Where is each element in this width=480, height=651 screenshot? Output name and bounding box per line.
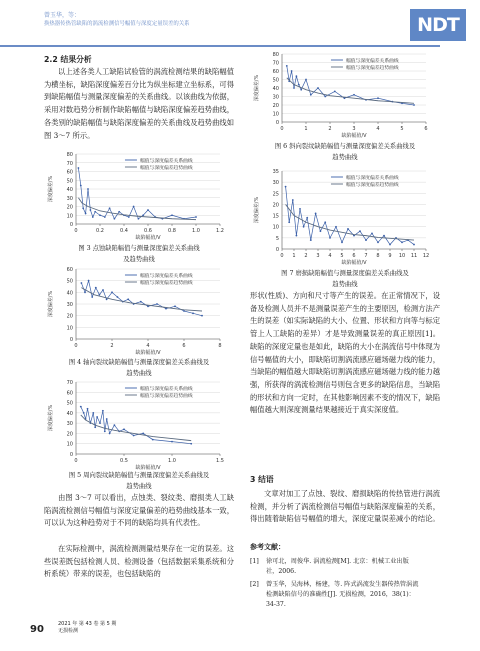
x-tick-label: 12 — [422, 253, 430, 259]
reference-line: 检测缺陷信号的准确性[J]. 无损检测，2016，38(1)： — [266, 591, 415, 598]
data-point — [292, 199, 294, 201]
data-point — [99, 422, 101, 424]
data-point — [389, 244, 391, 246]
data-point — [320, 230, 322, 232]
data-point — [296, 75, 298, 77]
y-tick-label: 30 — [66, 421, 73, 428]
footer-issue-info — [58, 621, 116, 635]
data-point — [83, 412, 85, 414]
data-point — [174, 305, 176, 307]
x-tick-label: 3 — [316, 253, 320, 259]
series-line-relation — [81, 407, 191, 444]
data-point — [96, 416, 98, 418]
y-tick-label: 40 — [272, 86, 279, 92]
data-point — [104, 216, 106, 218]
reference-line: 34-37. — [266, 601, 286, 608]
data-point — [85, 213, 87, 215]
data-point — [288, 221, 290, 223]
data-point — [347, 228, 349, 230]
series-line-trend — [286, 204, 414, 240]
data-point — [156, 303, 158, 305]
series-line-trend — [287, 78, 414, 104]
x-tick-label: 2 — [110, 343, 114, 349]
reference-list — [250, 557, 440, 610]
data-point — [324, 221, 326, 223]
x-tick-label: 0.6 — [144, 228, 152, 234]
data-point — [133, 206, 135, 208]
data-point — [84, 291, 86, 293]
x-tick-label: 8 — [376, 253, 380, 259]
series-line-trend — [81, 288, 202, 311]
legend-label: 幅值与深度偏差趋势曲线 — [139, 280, 193, 286]
data-point — [91, 296, 93, 298]
y-tick-label: 15 — [272, 213, 279, 220]
y-tick-label: 70 — [66, 160, 73, 167]
x-tick-label: 6 — [424, 126, 428, 132]
figure-7-caption-line-1: 图 7 磨损缺陷幅值与测量深度偏差关系曲线及 — [281, 270, 409, 277]
data-point — [95, 287, 97, 289]
figure-4-caption — [44, 357, 234, 379]
data-point — [365, 239, 367, 241]
section-heading-2-2: 2.2 结果分析 — [44, 55, 92, 64]
y-tick-label: 0 — [69, 452, 73, 458]
y-tick-label: 0 — [275, 247, 279, 253]
figure-7-caption-line-2: 趋势曲线 — [332, 281, 358, 288]
data-point — [377, 97, 379, 99]
y-tick-label: 40 — [66, 410, 73, 417]
legend-label: 幅值与深度偏差趋势曲线 — [139, 165, 193, 171]
x-axis-label: 缺陷幅值/V — [341, 260, 367, 265]
footer-journal: 无损检测 — [58, 628, 79, 634]
data-point — [80, 185, 82, 187]
data-point — [80, 406, 82, 408]
y-tick-label: 20 — [66, 204, 73, 211]
x-axis-label: 缺陷幅值/V — [341, 133, 367, 138]
y-tick-label: 50 — [66, 400, 73, 407]
data-point — [413, 244, 415, 246]
y-tick-label: 10 — [272, 224, 279, 231]
legend-label: 幅值与深度偏差关系曲线 — [139, 158, 193, 164]
data-point — [341, 241, 343, 243]
data-point — [118, 211, 120, 213]
data-point — [82, 207, 84, 209]
y-axis-label: 深度偏差/% — [254, 196, 260, 224]
data-point — [335, 226, 337, 228]
legend-label: 幅值与深度偏差趋势曲线 — [139, 393, 193, 399]
section-2-2-paragraph-2: 由图 3～7 可以看出，点蚀类、裂纹类、磨损类人工缺陷涡流检测信号幅值与深度定量偏差的趋势曲线基本一致，可以认为这种趋势对于不同的缺陷均具有代表性。 — [44, 493, 234, 528]
y-axis-label: 深度偏差/% — [254, 74, 260, 102]
x-tick-label: 4 — [328, 253, 332, 259]
data-point — [109, 433, 111, 435]
x-tick-label: 2 — [304, 253, 308, 259]
data-point — [142, 433, 144, 435]
right-column-paragraph: 形状(性质)、方向和尺寸等产生的误差。在正常情况下，设备及检测人员并不是测量误差产生的主要原因，检测方法产生的误差（如实际缺陷的大小、位置、形状和方向等与标定管上人工缺陷的差异）才是导致测量误差的真正原因[1]。缺陷的深度定量也是如此，缺陷的大小在涡流信号中体现为信号幅值的大小，即缺陷切割涡流感应磁场磁力线的能力，当缺陷的幅值越大即缺陷切割涡流感应磁场磁力线的能力越强，所获得的涡流检测信号则包含更多的缺陷信息，当缺陷的形状和方向一定时，在其他影响因素不变的情况下，缺陷幅值越大则深度测量结果越接近于真实深度值。 — [250, 291, 440, 415]
legend-label: 幅值与深度偏差关系曲线 — [139, 273, 193, 279]
y-tick-label: 30 — [272, 180, 279, 187]
figure-5-caption-line-2: 趋势曲线 — [126, 483, 152, 490]
y-tick-label: 50 — [272, 77, 279, 84]
y-tick-label: 60 — [66, 390, 73, 397]
y-tick-label: 30 — [66, 195, 73, 202]
series-line-trend — [81, 415, 191, 441]
y-tick-label: 35 — [272, 169, 279, 175]
data-point — [94, 426, 96, 428]
y-tick-label: 25 — [272, 191, 279, 198]
data-point — [138, 218, 140, 220]
y-tick-label: 10 — [66, 441, 73, 448]
data-point — [201, 315, 203, 317]
data-point — [371, 233, 373, 235]
data-point — [87, 188, 89, 190]
x-tick-label: 0.4 — [120, 228, 128, 234]
y-tick-label: 80 — [272, 52, 279, 58]
y-tick-label: 60 — [272, 69, 279, 75]
figure-4-caption-line-2: 趋势曲线 — [126, 370, 152, 377]
x-tick-label: 1.5 — [216, 458, 224, 464]
x-axis-label: 缺陷幅值/V — [135, 235, 161, 240]
data-point — [299, 208, 301, 210]
data-point — [306, 217, 308, 219]
y-tick-label: 30 — [272, 94, 279, 101]
x-tick-label: 0 — [280, 126, 284, 132]
x-tick-label: 0 — [74, 343, 78, 349]
figure-3-caption — [44, 243, 234, 265]
data-point — [92, 412, 94, 414]
y-tick-label: 50 — [66, 178, 73, 185]
data-point — [329, 237, 331, 239]
data-point — [99, 214, 101, 216]
data-point — [298, 84, 300, 86]
data-point — [296, 235, 298, 237]
data-point — [90, 209, 92, 211]
data-point — [359, 230, 361, 232]
data-point — [94, 211, 96, 213]
data-point — [133, 435, 135, 437]
x-tick-label: 1 — [292, 253, 296, 259]
data-point — [142, 214, 144, 216]
reference-line: 徐可北，周俊华. 涡流检测[M]. 北京：机械工业出版 — [266, 558, 409, 565]
legend-label: 幅值与深度偏差趋势曲线 — [345, 65, 399, 71]
reference-number: [1] — [250, 558, 259, 565]
reference-line: 社，2006. — [266, 568, 297, 575]
x-tick-label: 0.2 — [96, 228, 104, 234]
y-axis-label: 深度偏差/% — [48, 404, 54, 432]
y-tick-label: 70 — [272, 60, 279, 67]
x-tick-label: 10 — [398, 253, 406, 259]
data-point — [127, 298, 129, 300]
conclusion-paragraph: 文章对加工了点蚀、裂纹、磨损缺陷的传热管进行涡流检测，并分析了涡流检测信号幅值与缺陷深度偏差的关系，得出随着缺陷信号幅值的增大，深度定量误差减小的结论。 — [250, 489, 440, 524]
data-point — [401, 241, 403, 243]
figure-5-caption-line-1: 图 5 周向裂纹缺陷幅值与测量深度偏差关系曲线及 — [68, 472, 210, 479]
data-point — [183, 310, 185, 312]
x-tick-label: 0 — [280, 253, 284, 259]
journal-logo: NDT — [410, 9, 466, 41]
data-point — [114, 218, 116, 220]
data-point — [324, 96, 326, 98]
x-tick-label: 9 — [388, 253, 392, 259]
y-tick-label: 40 — [66, 187, 73, 193]
data-point — [315, 212, 317, 214]
x-tick-label: 5 — [340, 253, 344, 259]
figure-4-caption-line-1: 图 4 轴向裂纹缺陷幅值与测量深度偏差关系曲线及 — [68, 359, 210, 366]
data-point — [106, 418, 108, 420]
data-point — [195, 216, 197, 218]
data-point — [106, 298, 108, 300]
references-heading: 参考文献： — [250, 543, 285, 551]
y-tick-label: 60 — [66, 169, 73, 176]
legend-label: 幅值与深度偏差趋势曲线 — [345, 182, 399, 188]
data-point — [99, 294, 101, 296]
footer-issue: 2021 年 第 43 卷 第 5 期 — [58, 621, 117, 627]
data-point — [305, 79, 307, 81]
page-number: 90 — [30, 624, 44, 635]
legend-label: 幅值与深度偏差关系曲线 — [345, 175, 399, 181]
reference-text — [266, 580, 418, 610]
data-point — [117, 296, 119, 298]
data-point — [102, 289, 104, 291]
figure-7-chart — [250, 167, 440, 265]
data-point — [171, 214, 173, 216]
data-point — [317, 87, 319, 89]
running-header-author: 曾玉华，等： — [44, 12, 81, 19]
y-tick-label: 40 — [66, 290, 73, 297]
x-tick-label: 1.2 — [216, 228, 224, 234]
x-tick-label: 8 — [218, 343, 222, 349]
y-axis-label: 深度偏差/% — [48, 290, 54, 318]
figure-3-chart — [44, 150, 234, 240]
figure-6-chart — [250, 50, 440, 138]
x-tick-label: 6 — [182, 343, 186, 349]
data-point — [377, 241, 379, 243]
data-point — [102, 410, 104, 412]
data-point — [123, 428, 125, 430]
legend-label: 幅值与深度偏差关系曲线 — [345, 58, 399, 64]
x-tick-label: 2 — [328, 126, 332, 132]
data-point — [81, 282, 83, 284]
series-line-relation — [287, 66, 414, 105]
y-tick-label: 10 — [66, 213, 73, 220]
x-tick-label: 7 — [364, 253, 368, 259]
y-tick-label: 20 — [66, 313, 73, 320]
x-tick-label: 0.5 — [120, 458, 128, 464]
y-tick-label: 60 — [66, 267, 73, 273]
series-line-relation — [78, 168, 196, 219]
data-point — [88, 280, 90, 282]
figure-7-caption — [250, 268, 440, 290]
section-2-2-paragraph-3: 在实际检测中，涡流检测测量结果存在一定的误差。这些误差既包括检测人员、检测设备（包括数据采集系统和分析系统）带来的误差，也包括缺陷的 — [44, 544, 234, 579]
data-point — [353, 94, 355, 96]
x-tick-label: 4 — [146, 343, 150, 349]
data-point — [286, 65, 288, 67]
figure-6-caption-line-2: 趋势曲线 — [332, 154, 358, 161]
y-tick-label: 20 — [272, 202, 279, 209]
reference-item — [250, 557, 440, 577]
y-tick-label: 0 — [275, 120, 279, 126]
data-point — [109, 207, 111, 209]
x-tick-label: 5 — [400, 126, 404, 132]
header-rule — [0, 45, 440, 47]
y-tick-label: 10 — [66, 325, 73, 332]
x-tick-label: 0.8 — [168, 228, 176, 234]
data-point — [147, 305, 149, 307]
running-header-title: 换热器传热管缺陷的涡流检测信号幅值与深度定量误差的关系 — [44, 21, 190, 27]
data-point — [104, 430, 106, 432]
x-tick-label: 11 — [410, 253, 418, 259]
data-point — [300, 89, 302, 91]
y-tick-label: 0 — [69, 337, 73, 343]
y-tick-label: 50 — [66, 278, 73, 285]
x-tick-label: 1.0 — [168, 458, 176, 464]
y-tick-label: 20 — [66, 431, 73, 438]
x-axis-label: 缺陷幅值/V — [135, 350, 161, 355]
data-point — [334, 91, 336, 93]
y-axis-label: 深度偏差/% — [48, 175, 54, 203]
y-tick-label: 10 — [272, 111, 279, 118]
y-tick-label: 5 — [275, 235, 279, 242]
figure-4-chart — [44, 265, 234, 355]
section-2-2-paragraph-1: 以上述各类人工缺陷试验管的涡流检测结果的缺陷幅值为横坐标，缺陷深度偏差百分比为纵坐标建立坐标系，可得到缺陷幅值与测量深度偏差的关系曲线。以该曲线为依据，采用对数趋势分析制作缺陷幅值与缺陷深度偏差趋势曲线，各类别的缺陷幅值与缺陷深度偏差的关系曲线及趋势曲线如图 3～7 所示。 — [44, 67, 234, 140]
reference-item — [250, 580, 440, 610]
data-point — [87, 408, 89, 410]
x-tick-label: 6 — [352, 253, 356, 259]
figure-6-caption-line-1: 图 6 斜向裂纹缺陷幅值与测量深度偏差关系曲线及 — [274, 143, 416, 150]
figure-5-chart — [44, 378, 234, 470]
series-line-trend — [78, 198, 196, 220]
y-tick-label: 20 — [272, 103, 279, 109]
data-point — [165, 308, 167, 310]
x-tick-label: 3 — [352, 126, 356, 132]
figure-6-caption — [250, 141, 440, 163]
data-point — [111, 291, 113, 293]
figure-5-caption — [44, 470, 234, 492]
legend-label: 幅值与深度偏差关系曲线 — [139, 386, 193, 392]
reference-number: [2] — [250, 581, 259, 588]
data-point — [78, 167, 80, 169]
data-point — [293, 87, 295, 89]
x-tick-label: 1.0 — [192, 228, 200, 234]
x-tick-label: 1 — [304, 126, 308, 132]
data-point — [310, 239, 312, 241]
data-point — [413, 104, 415, 106]
data-point — [192, 312, 194, 314]
figure-3-caption-line-2: 及趋势曲线 — [123, 256, 155, 263]
x-tick-label: 0 — [74, 228, 78, 234]
y-tick-label: 30 — [66, 302, 73, 308]
data-point — [140, 301, 142, 303]
data-point — [128, 216, 130, 218]
reference-text — [266, 557, 409, 577]
x-axis-label: 缺陷幅值/V — [135, 465, 161, 470]
x-tick-label: 0 — [74, 458, 78, 464]
data-point — [303, 226, 305, 228]
section-heading-3: 3 结语 — [250, 475, 274, 484]
data-point — [92, 216, 94, 218]
data-point — [114, 424, 116, 426]
x-tick-label: 4 — [376, 126, 380, 132]
data-point — [171, 441, 173, 443]
data-point — [285, 186, 287, 188]
data-point — [291, 70, 293, 72]
data-point — [310, 94, 312, 96]
y-tick-label: 80 — [66, 152, 73, 158]
data-point — [190, 443, 192, 445]
y-tick-label: 70 — [66, 380, 73, 386]
data-point — [147, 209, 149, 211]
y-tick-label: 0 — [69, 222, 73, 228]
data-point — [152, 439, 154, 441]
data-point — [383, 235, 385, 237]
figure-3-caption-line-1: 图 3 点蚀缺陷幅值与测量深度偏差关系曲线 — [78, 245, 200, 252]
reference-line: 曾玉华，吴海林，杨建，等. 阵式涡流发生器传热管涡流 — [266, 581, 419, 588]
